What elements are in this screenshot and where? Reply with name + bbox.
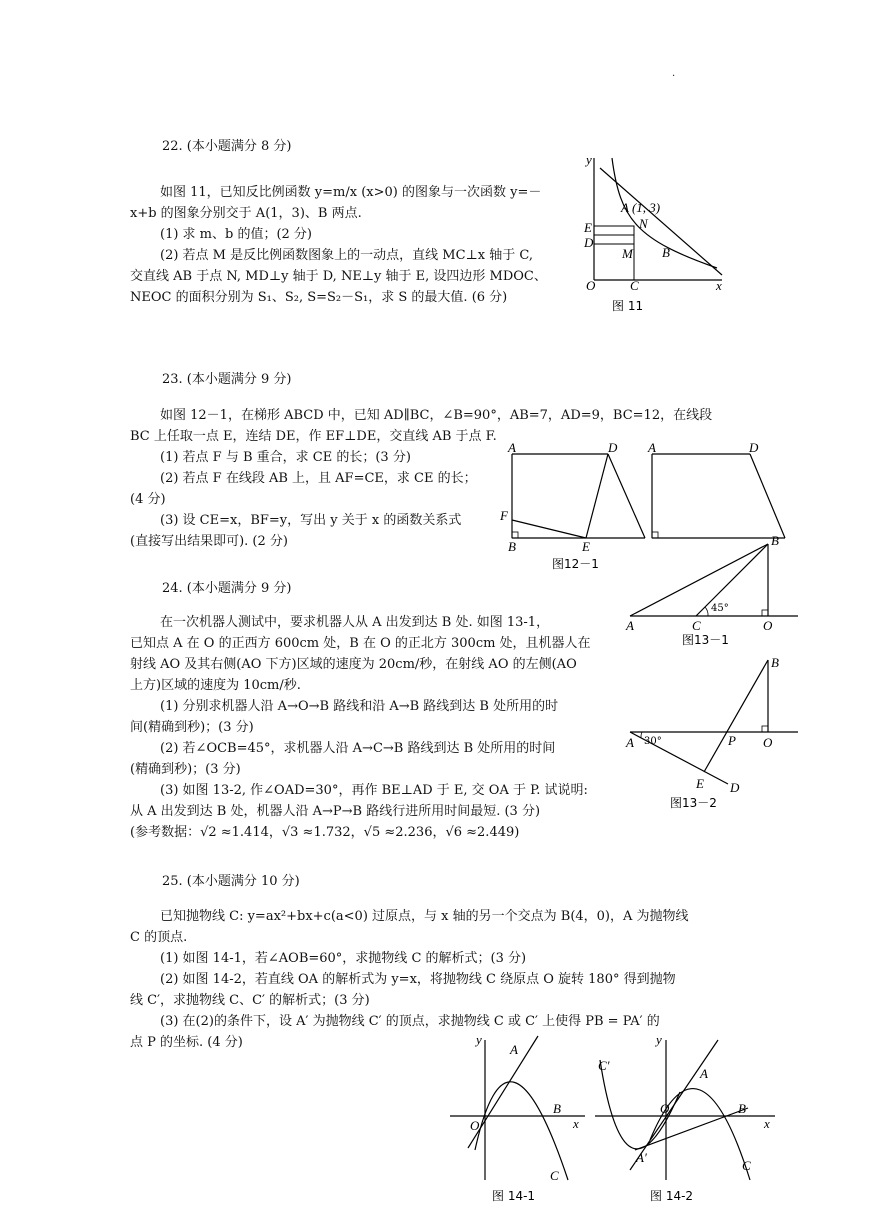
fig11-label-x: x	[716, 278, 722, 293]
figure-14-1	[440, 1030, 590, 1205]
q23-part1: (1) 若点 F 与 B 重合，求 CE 的长；(3 分)	[160, 450, 411, 465]
fig12b-label-a: A	[648, 440, 656, 455]
q24-part2-line2: (精确到秒)；(3 分)	[130, 762, 241, 777]
q22-part2-line3: NEOC 的面积分别为 S₁、S₂, S=S₂－S₁，求 S 的最大值. (6 分)	[130, 290, 508, 305]
fig13-2-label-a: A	[626, 735, 634, 750]
fig14-1-label-x: x	[573, 1116, 579, 1131]
fig14-2-label-b: B	[738, 1101, 746, 1116]
fig14-1-label-b: B	[553, 1101, 561, 1116]
fig12-label-e: E	[582, 539, 590, 554]
q23-part2-line1: (2) 若点 F 在线段 AB 上，且 AF=CE，求 CE 的长；	[160, 471, 477, 486]
fig12-label-f: F	[500, 508, 508, 523]
q25-part2-line1: (2) 如图 14-2，若直线 OA 的解析式为 y=x，将抛物线 C 绕原点 O 旋转 180° 得到抛物	[160, 972, 676, 987]
q24-body	[130, 612, 630, 843]
q22-part2-line1: (2) 若点 M 是反比例函数图象上的一动点，直线 MC⊥x 轴于 C,	[160, 248, 533, 263]
q24-part3-line1: (3) 如图 13-2, 作∠OAD=30°，再作 BE⊥AD 于 E, 交 OA 于 P. 试说明:	[160, 783, 588, 798]
q23-intro-line1: 如图 12－1，在梯形 ABCD 中，已知 AD∥BC，∠B=90°，AB=7，AD=9，BC=12，在线段	[160, 408, 713, 423]
figure-11	[582, 150, 732, 320]
q22-heading: 22. (本小题满分 8 分)	[162, 139, 292, 154]
figure-14-2	[590, 1030, 780, 1205]
q22-intro-line1: 如图 11，已知反比例函数 y=m/x (x>0) 的图象与一次函数 y=－	[160, 185, 542, 200]
fig11-label-b: B	[662, 245, 670, 260]
fig13-1-label-o: O	[763, 618, 773, 633]
fig12-caption: 图12－1	[552, 557, 599, 571]
fig13-1-label-a: A	[626, 618, 634, 633]
q23-part3-line1: (3) 设 CE=x，BF=y，写出 y 关于 x 的函数关系式	[160, 513, 462, 528]
q24-part1-line2: 间(精确到秒)；(3 分)	[130, 720, 254, 735]
q24-part1-line1: (1) 分别求机器人沿 A→O→B 路线和沿 A→B 路线到达 B 处所用的时	[160, 699, 559, 714]
q24-line4: 上方)区域的速度为 10cm/秒.	[130, 678, 301, 693]
q25-intro-line2: C 的顶点.	[130, 930, 188, 945]
fig14-2-label-y: y	[656, 1032, 662, 1047]
fig14-2-label-o: O	[660, 1101, 670, 1116]
q25-part1: (1) 如图 14-1，若∠AOB=60°，求抛物线 C 的解析式；(3 分)	[160, 951, 527, 966]
q23-intro-line2: BC 上任取一点 E，连结 DE，作 EF⊥DE，交直线 AB 于点 F.	[130, 429, 497, 444]
q24-part3-line2: 从 A 出发到达 B 处，机器人沿 A→P→B 路线行进所用时间最短. (3 分)	[130, 804, 541, 819]
fig13-2-label-p: P	[728, 733, 736, 748]
q23-heading: 23. (本小题满分 9 分)	[162, 372, 292, 387]
q22-part1: (1) 求 m、b 的值；(2 分)	[160, 227, 313, 242]
q25-part3-line2: 点 P 的坐标. (4 分)	[130, 1035, 243, 1050]
fig12b-label-d: D	[749, 440, 759, 455]
q24-line3: 射线 AO 及其右侧(AO 下方)区域的速度为 20cm/秒，在射线 AO 的左侧(AO	[130, 657, 577, 672]
fig11-label-e: E	[584, 220, 592, 235]
fig14-1-label-y: y	[476, 1032, 482, 1047]
page-dot: .	[672, 68, 676, 79]
fig12-label-d: D	[608, 440, 618, 455]
fig13-2-angle: 30°	[644, 736, 662, 747]
fig13-2-label-e: E	[696, 776, 704, 791]
fig14-2-label-x: x	[764, 1116, 770, 1131]
q22-body	[130, 182, 580, 308]
fig13-1-angle: 45°	[711, 603, 729, 614]
fig11-label-c: C	[630, 278, 639, 293]
fig13-1-label-b: B	[771, 536, 779, 548]
fig11-label-y: y	[586, 152, 592, 167]
fig12-label-a: A	[508, 440, 516, 455]
q24-line2: 已知点 A 在 O 的正西方 600cm 处，B 在 O 的正北方 300cm 处，且机器人在	[130, 636, 591, 651]
q24-reference: (参考数据：√2 ≈1.414，√3 ≈1.732，√5 ≈2.236，√6 ≈2.449)	[130, 825, 520, 840]
fig14-2-label-c-prime: C′	[598, 1058, 610, 1073]
fig14-2-label-a-prime: A′	[636, 1150, 647, 1165]
q22-part2-line2: 交直线 AB 于点 N, MD⊥y 轴于 D, NE⊥y 轴于 E, 设四边形 MDOC、	[130, 269, 547, 284]
fig11-label-m: M	[622, 246, 633, 261]
fig13-1-label-c: C	[692, 618, 701, 633]
fig11-label-n: N	[639, 216, 648, 231]
fig11-label-d: D	[584, 235, 594, 250]
fig11-caption: 图 11	[612, 299, 644, 313]
q25-part3-line1: (3) 在(2)的条件下，设 A′ 为抛物线 C′ 的顶点，求抛物线 C 或 C′ 上使得 PB = PA′ 的	[160, 1014, 660, 1029]
q25-intro-line1: 已知抛物线 C: y=ax²+bx+c(a<0) 过原点，与 x 轴的另一个交点为 B(4，0)，A 为抛物线	[160, 909, 689, 924]
fig13-2-label-d: D	[730, 780, 740, 795]
q25-part2-line2: 线 C′，求抛物线 C、C′ 的解析式；(3 分)	[130, 993, 370, 1008]
fig14-1-label-o: O	[470, 1118, 480, 1133]
q22-intro-line2: x+b 的图象分别交于 A(1，3)、B 两点.	[130, 206, 362, 221]
fig14-1-caption: 图 14-1	[492, 1189, 536, 1203]
fig12-label-b: B	[508, 539, 516, 554]
q24-line1: 在一次机器人测试中，要求机器人从 A 出发到达 B 处. 如图 13-1，	[160, 615, 550, 630]
figure-13-1	[620, 536, 800, 651]
q24-part2-line1: (2) 若∠OCB=45°，求机器人沿 A→C→B 路线到达 B 处所用的时间	[160, 741, 556, 756]
fig11-label-o: O	[586, 278, 596, 293]
fig13-2-caption: 图13－2	[670, 796, 717, 810]
q25-heading: 25. (本小题满分 10 分)	[162, 874, 300, 889]
fig13-2-label-b: B	[771, 655, 779, 670]
fig14-2-label-a: A	[700, 1066, 708, 1081]
fig14-1-label-a: A	[510, 1042, 518, 1057]
fig14-2-label-c: C	[742, 1158, 751, 1173]
fig14-1-label-c: C	[550, 1168, 559, 1183]
q23-part3-line2: (直接写出结果即可). (2 分)	[130, 534, 288, 549]
fig13-1-caption: 图13－1	[682, 633, 729, 647]
q24-heading: 24. (本小题满分 9 分)	[162, 581, 292, 596]
fig14-2-caption: 图 14-2	[650, 1189, 694, 1203]
fig11-label-a: A (1, 3)	[621, 200, 661, 215]
fig13-2-label-o: O	[763, 735, 773, 750]
q23-part2-line2: (4 分)	[130, 492, 166, 507]
figure-13-2	[620, 652, 800, 812]
